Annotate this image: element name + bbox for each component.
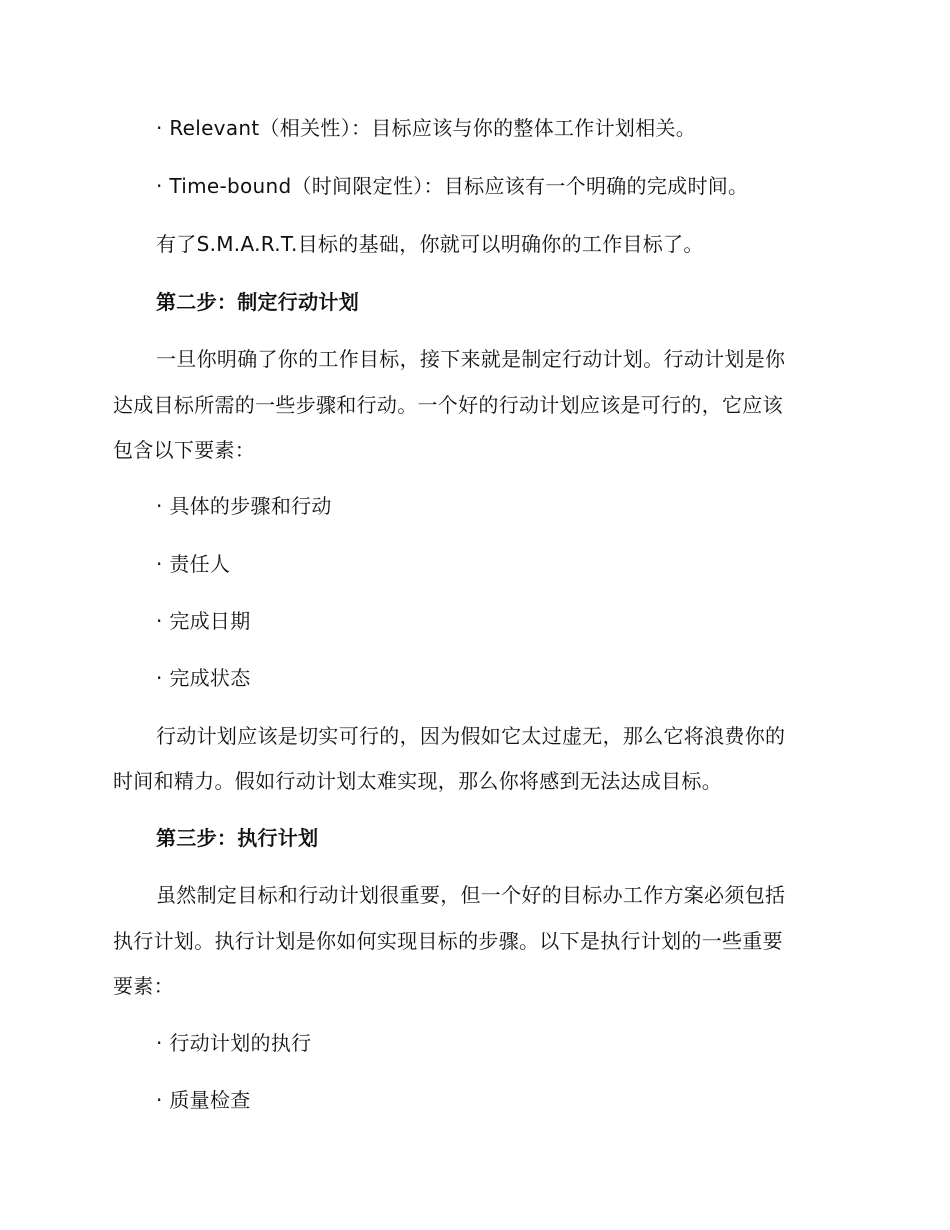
paragraph-action-plan-line-2: 达成目标所需的一些步骤和行动。一个好的行动计划应该是可行的，它应该 <box>113 393 783 417</box>
heading-step-three: 第三步：执行计划 <box>156 826 319 850</box>
bullet-completion-status: · 完成状态 <box>156 666 251 690</box>
paragraph-feasible-line-1: 行动计划应该是切实可行的，因为假如它太过虚无，那么它将浪费你的 <box>156 724 786 748</box>
bullet-responsible-person: · 责任人 <box>156 552 231 576</box>
bullet-completion-date: · 完成日期 <box>156 609 251 633</box>
heading-step-two: 第二步：制定行动计划 <box>156 290 359 314</box>
paragraph-action-plan-line-3: 包含以下要素： <box>113 438 256 462</box>
paragraph-execution-line-3: 要素： <box>113 974 174 998</box>
bullet-plan-execution: · 行动计划的执行 <box>156 1031 312 1055</box>
bullet-relevant: · Relevant（相关性）：目标应该与你的整体工作计划相关。 <box>156 116 697 140</box>
paragraph-feasible-line-2: 时间和精力。假如行动计划太难实现，那么你将感到无法达成目标。 <box>113 769 722 793</box>
paragraph-execution-line-1: 虽然制定目标和行动计划很重要，但一个好的目标办工作方案必须包括 <box>156 883 786 907</box>
paragraph-execution-line-2: 执行计划。执行计划是你如何实现目标的步骤。以下是执行计划的一些重要 <box>113 929 783 953</box>
bullet-time-bound: · Time-bound（时间限定性）：目标应该有一个明确的完成时间。 <box>156 174 749 198</box>
paragraph-smart-summary: 有了S.M.A.R.T.目标的基础，你就可以明确你的工作目标了。 <box>156 232 704 256</box>
bullet-quality-check: · 质量检查 <box>156 1088 251 1112</box>
paragraph-action-plan-line-1: 一旦你明确了你的工作目标，接下来就是制定行动计划。行动计划是你 <box>156 347 786 371</box>
bullet-steps-actions: · 具体的步骤和行动 <box>156 494 332 518</box>
